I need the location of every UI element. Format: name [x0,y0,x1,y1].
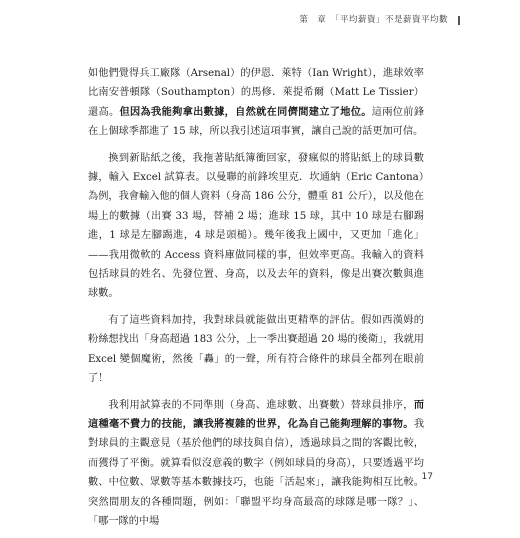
header-rule [458,16,460,25]
paragraph [88,311,424,389]
paragraph-text: 這兩位前鋒在上個球季都進了 15 球，所以我引述這項事實，讓自己說的話更加可信。 [88,106,425,138]
paragraph [88,149,424,304]
emphasized-text: 但因為我能夠拿出數據，自然就在同儕間建立了地位。 [119,105,372,118]
paragraph-text: 換到新貼紙之後，我拖著貼紙簿衝回家，發瘋似的將貼紙上的球員數據，輸入 Excel 試算表。以曼聯的前鋒埃里克．坎通納（Eric Cantona）為例，我會輸入他的個人資料（身高 186 公分，體重 81 公斤），以及他在場上的數據（出賽 33 場，替補 2 場；進球 15 球，其中 10 球是右腳踢進，1 球是左腳踢進，4 球是頭槌）。幾年後我上國中，又更加「進化」——我用微軟的 Access 資料庫做同樣的事，但效率更高。我輸入的資料包括球員的姓名、先發位置、身高，以及去年的資料，像是出賽次數與進球數。 [88,152,424,300]
body-text [88,64,424,538]
paragraph-text: 如他們覺得兵工廠隊（Arsenal）的伊恩．萊特（Ian Wright），進球效率比南安普頓隊（Southampton）的馬修．萊提希爾（Matt Le Tissier）還高。 [88,68,424,118]
running-header [0,13,520,29]
paragraph-text: 有了這些資料加持，我對球員就能做出更精準的評估。假如西漢姆的粉絲想找出「身高超過 183 公分，上一季出賽超過 20 場的後衛」，我就用 Excel 變個魔術，然後「轟」的一聲，所有符合條件的球員全都列在眼前了！ [88,314,424,385]
page-number: 17 [421,472,433,482]
chapter-title: 第 章 「平均薪資」不是薪資平均數 [299,15,448,25]
emphasized-text: 而這種毫不費力的技能，讓我將複雜的世界，化為自己能夠理解的事物。 [88,398,424,430]
paragraph [88,396,424,532]
paragraph-text: 我對球員的主觀意見（基於他們的球技與自信），透過球員之間的客觀比較，而獲得了平衡。就算看似沒意義的數字（例如球員的身高），只要透過平均數、中位數、眾數等基本數據技巧，也能「活起來」，讓我能夠相互比較。突然間朋友的各種問題，例如：「聯盟平均身高最高的球隊是哪一隊？」、「哪一隊的中場 [88,418,424,527]
paragraph [88,64,424,142]
paragraph-text: 我利用試算表的不同準則（身高、進球數、出賽數）替球員排序， [108,399,414,411]
